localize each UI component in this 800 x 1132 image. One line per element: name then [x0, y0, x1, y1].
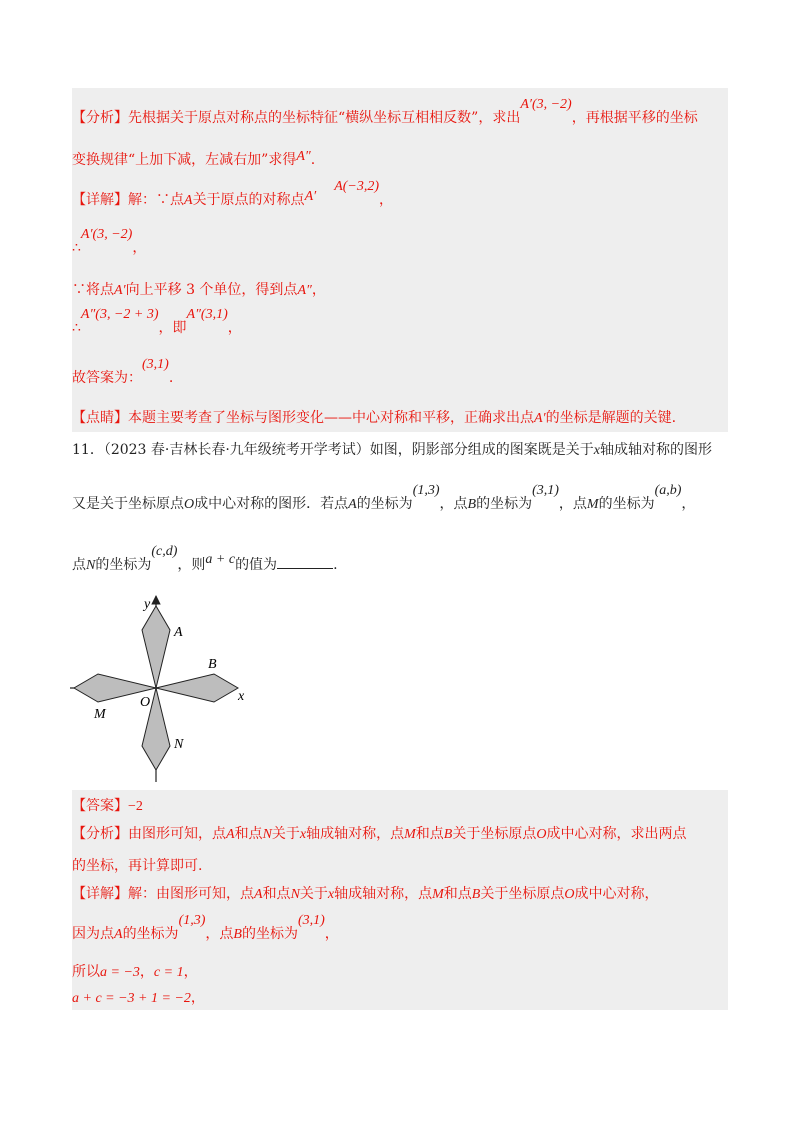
detail-label: 【详解】 [72, 192, 128, 208]
math-expr: A″ [296, 149, 311, 164]
math-expr: A″(3, −2 + 3) [80, 307, 159, 322]
analysis-2-line-2: 的坐标，再计算即可. [72, 858, 203, 874]
math-expr: (a,b) [654, 483, 682, 498]
detail-line-2: ∴A′(3, −2)， [72, 227, 147, 256]
answer-label: 【答案】 [72, 798, 128, 814]
answer-label-line: 【答案】−2 [72, 798, 143, 814]
detail-2-line-2: 因为点A的坐标为(1,3)，点B的坐标为(3,1)， [72, 913, 339, 942]
math-expr: c = 1 [153, 965, 184, 980]
detail-2-line-1: 【详解】解：由图形可知，点A和点N关于x轴成轴对称，点M和点B关于坐标原点O成中心对称， [72, 886, 659, 902]
detail-2-line-3: 所以a = −3，c = 1， [72, 964, 198, 980]
math-expr: A′(3, −2) [520, 97, 572, 112]
answer-line: 故答案为：(3,1). [72, 357, 174, 386]
label-a: A [174, 625, 183, 640]
math-expr: (3,1) [297, 913, 325, 928]
analysis-line-1: 【分析】先根据关于原点对称点的坐标特征“横纵坐标互相相反数”，求出A′(3, −2)，再根据平移的坐标 [72, 97, 698, 126]
math-expr: (c,d) [151, 544, 178, 559]
label-o: O [140, 695, 151, 710]
math-expr: a + c = −3 + 1 = −2 [72, 991, 191, 1006]
analysis-2-line-1: 【分析】由图形可知，点A和点N关于x轴成轴对称，点M和点B关于坐标原点O成中心对称，求出两点 [72, 826, 687, 842]
math-expr: (3,1) [142, 357, 169, 372]
question-11-line-3: 点N的坐标为(c,d)，则a + c的值为 . [72, 544, 338, 573]
petal-a [142, 606, 170, 688]
label-n: N [174, 737, 184, 752]
coordinate-figure [64, 590, 264, 790]
math-expr: A′ [304, 189, 317, 204]
label-y: y [144, 597, 151, 612]
detail-label: 【详解】 [72, 886, 128, 902]
math-expr: A″(3,1) [186, 307, 228, 322]
label-m: M [94, 707, 106, 722]
math-expr: (3,1) [532, 483, 559, 498]
math-expr: a + c [205, 552, 236, 567]
detail-line-3: ∵将点A′向上平移 3 个单位，得到点A″， [72, 282, 326, 298]
answer-blank [277, 554, 333, 569]
analysis-label: 【分析】 [72, 826, 128, 842]
analysis-label: 【分析】 [72, 110, 128, 126]
label-b: B [208, 657, 217, 672]
math-expr: (1,3) [178, 913, 206, 928]
analysis-line-2: 变换规律“上加下减，左减右加”求得A″. [72, 149, 316, 168]
math-expr: A(−3,2) [334, 179, 380, 194]
detail-line-1: 【详解】解：∵点A关于原点的对称点A′A(−3,2)， [72, 179, 394, 208]
math-expr: A′(3, −2) [80, 227, 133, 242]
math-expr: a = −3 [100, 965, 140, 980]
comment-label: 【点睛】 [72, 410, 128, 426]
label-x: x [238, 689, 245, 704]
question-11-line-1: 11．（2023 春·吉林长春·九年级统考开学考试）如图，阴影部分组成的图案既是关于x轴成轴对称的图形 [72, 442, 713, 458]
question-11-line-2: 又是关于坐标原点O成中心对称的图形．若点A的坐标为(1,3)，点B的坐标为(3,1)，点M的坐标为(a,b)， [72, 483, 696, 512]
detail-line-4: ∴A″(3, −2 + 3)，即A″(3,1)， [72, 307, 242, 336]
detail-2-line-4: a + c = −3 + 1 = −2， [72, 990, 205, 1006]
comment-line: 【点睛】本题主要考查了坐标与图形变化——中心对称和平移，正确求出点A′的坐标是解题的关键. [72, 410, 677, 426]
math-expr: (1,3) [412, 483, 440, 498]
petal-b [156, 674, 238, 702]
